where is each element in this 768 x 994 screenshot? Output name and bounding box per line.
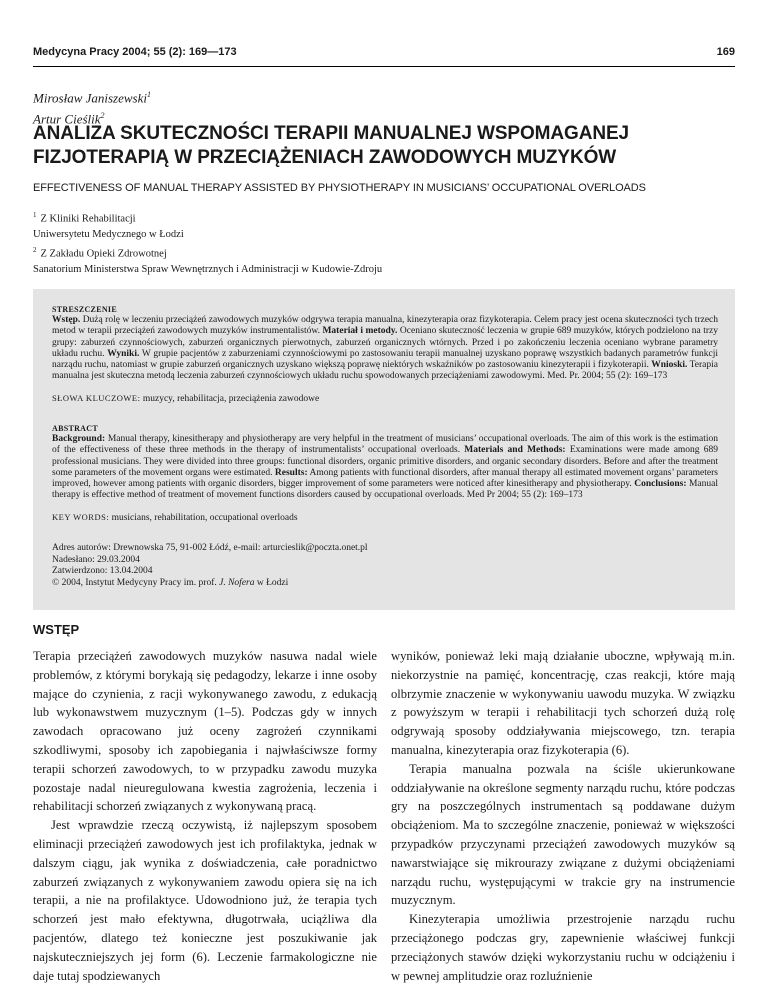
journal-citation: Medycyna Pracy 2004; 55 (2): 169—173 [33, 46, 237, 58]
article-title: ANALIZA SKUTECZNOŚCI TERAPII MANUALNEJ WSPOMAGANEJ FIZJOTERAPIĄ W PRZECIĄŻENIACH ZAWODOWYCH MUZYKÓW [33, 123, 629, 168]
streszczenie-block: STRESZCZENIE Wstęp. Dużą rolę w leczeniu przeciążeń zawodowych muzyków odgrywa terapia manualna, kinezyterapia oraz fizykoterapia. Celem pracy jest ocena skuteczności tych trzech metod w terapii przeciążeń zawodowych muzyków instrumentalistów. Materiał i metody. Oceniano skuteczność leczenia w grupie 689 muzyków, których podzielono na trzy grupy: zaburzeń czynnościowych, zaburzeń organicznych pierwotnych, zaburzeń organicznych wtórnych. Przed i po zakończeniu leczenia oceniano wybrane parametry układu ruchu. Wyniki. W grupie pacjentów z zaburzeniami czynnościowymi po zastosowaniu terapii manualnej uzyskano poprawę wszystkich badanych parametrów funkcji narządu ruchu, natomiast w grupie zaburzeń organicznych uzyskano większą poprawę niektórych wskaźników po zastosowaniu kinezyterapii i fizykoterapii. Wnioski. Terapia manualna jest skuteczna metodą leczenia zaburzeń czynnościowych układu ruchu spowodowanych przeciążeniami zawodowymi. Med. Pr. 2004; 55 (2): 169–173 [52, 305, 719, 382]
author-2: Artur Cieślik$^2$ [33, 111, 105, 127]
body-column-left [33, 647, 377, 985]
paragraph: Terapia przeciążeń zawodowych muzyków nasuwa nadal wiele problemów, z którymi borykają się pedagodzy, lekarze i inne osoby mające do czynienia, z racji wykonywanego zawodu, z edukacją lub wykonawstwem muzycznym (1–5). Podczas gdy w innych zawodach opracowano już oceny zagrożeń czynnikami szkodliwymi, sposoby ich zapobiegania i najwłaściwsze formy terapii schorzeń zawodowych, to w przypadku zawodu muzyka pozostaje nadal nieuregulowana kwestia zagrożenia, leczenia i rehabilitacji schorzeń związanych z wykonywaną pracą. [33, 649, 377, 814]
paragraph: Terapia manualna pozwala na ściśle ukierunkowane oddziaływanie na określone segmenty narządu ruchu, które podczas gry na poszczególnych instrumentach są poddawane dużym obciążeniom. Ma to szczególne znaczenie, ponieważ w większości przypadków przyczynami przeciążeń zawodowych muzyków są nawarstwiające się mikrourazy związane z dużymi obciążeniami narządu ruchu, występującymi w trakcie gry na instrumencie muzycznym. [391, 761, 735, 908]
section-heading-wstep: WSTĘP [33, 622, 80, 637]
correspondence [52, 543, 368, 589]
author-1: Mirosław Janiszewski$^1$ [33, 90, 151, 106]
page-number: 169 [716, 46, 735, 58]
header-rule [33, 66, 735, 67]
affiliations: $^1$ Z Kliniki Rehabilitacji Uniwersytetu Medycznego w Łodzi $^2$ Z Zakładu Opieki Zdrowotnej Sanatorium Ministerstwa Spraw Wewnętrznych i Administracji w Kudowie-Zdroju [33, 211, 383, 275]
streszczenie-heading: STRESZCZENIE [52, 305, 117, 314]
paragraph: Jest wprawdzie rzeczą oczywistą, iż najlepszym sposobem eliminacji przeciążeń zawodowych jest ich profilaktyka, jednak w dalszym ciągu, jak wynika z doświadczenia, całe poradnictwo zaburzeń związanych z wykonywaniem zawodu opiera się na ich terapii, a nie na profilaktyce. Udowodniono już, że terapia tych schorzeń jest mało efektywna, długotrwała, uciążliwa dla pacjentów, dlatego też konieczne jest poszukiwanie jak najskuteczniejszych jej form (6). Leczenie farmakologiczne nie daje tutaj spodziewanych [33, 818, 377, 983]
paragraph: wyników, ponieważ leki mają działanie uboczne, wpływają m.in. niekorzystnie na pamięć, koncentrację, czas reakcji, które mają olbrzymie znaczenie w wykonywaniu uawodu muzyka. W związku z powyższym w terapii i rehabilitacji tych schorzeń dużą rolę odgrywają sposoby oddziaływania miejscowego, tzn. terapia manualna, kinezyterapia oraz fizykoterapia (6). [391, 649, 735, 757]
english-title: EFFECTIVENESS OF MANUAL THERAPY ASSISTED BY PHYSIOTHERAPY IN MUSICIANS’ OCCUPATIONAL OVERLOADS [33, 182, 646, 194]
paragraph: Kinezyterapia umożliwia przestrojenie narządu ruchu przeciążonego podczas gry, zapewnienie właściwej funkcji przeciążonych stawów dzięki wykorzystaniu ruchu w odciążeniu i w pewnej amplitudzie oraz rozluźnienie [391, 912, 735, 983]
abstract-block: ABSTRACT Background: Manual therapy, kinesitherapy and physiotherapy are very helpful in the treatment of musicians’ occupational overloads. The aim of this work is the estimation of the effectiveness of these three methods in the therapy of instrumentalists’ occupational overloads. Materials and Methods: Examinations were made among 689 professional musicians. They were divided into three groups: functional disorders, organic primitive disorders, and organic secondary disorders. Before and after the treatment some parameters of the movement organs were estimated. Results: Among patients with functional disorders, after manual therapy all estimated movement organs’ parameters improved, however among patients with organic disorders, bigger improvement of some parameters were noticed after kinesitherapy and physiotherapy. Conclusions: Manual therapy is effective method of treatment of movement functions disorders caused by occupational overloads. Med Pr 2004; 55 (2): 169–173 [52, 424, 719, 501]
copyright: © 2004, Instytut Medycyny Pracy im. prof. J. Nofera w Łodzi [52, 577, 289, 588]
author-address: Adres autorów: Drewnowska 75, 91-002 Łódź, e-mail: arturcieslik@poczta.onet.pl [52, 543, 368, 553]
abstract-heading: ABSTRACT [52, 424, 98, 433]
submitted-date: Nadesłano: 29.03.2004 [52, 554, 140, 565]
approved-date: Zatwierdzono: 13.04.2004 [52, 566, 153, 576]
body-column-right [391, 647, 735, 985]
key-words: KEY WORDS: musicians, rehabilitation, occupational overloads [52, 512, 298, 523]
slowa-kluczowe: SŁOWA KLUCZOWE: muzycy, rehabilitacja, przeciążenia zawodowe [52, 393, 320, 404]
